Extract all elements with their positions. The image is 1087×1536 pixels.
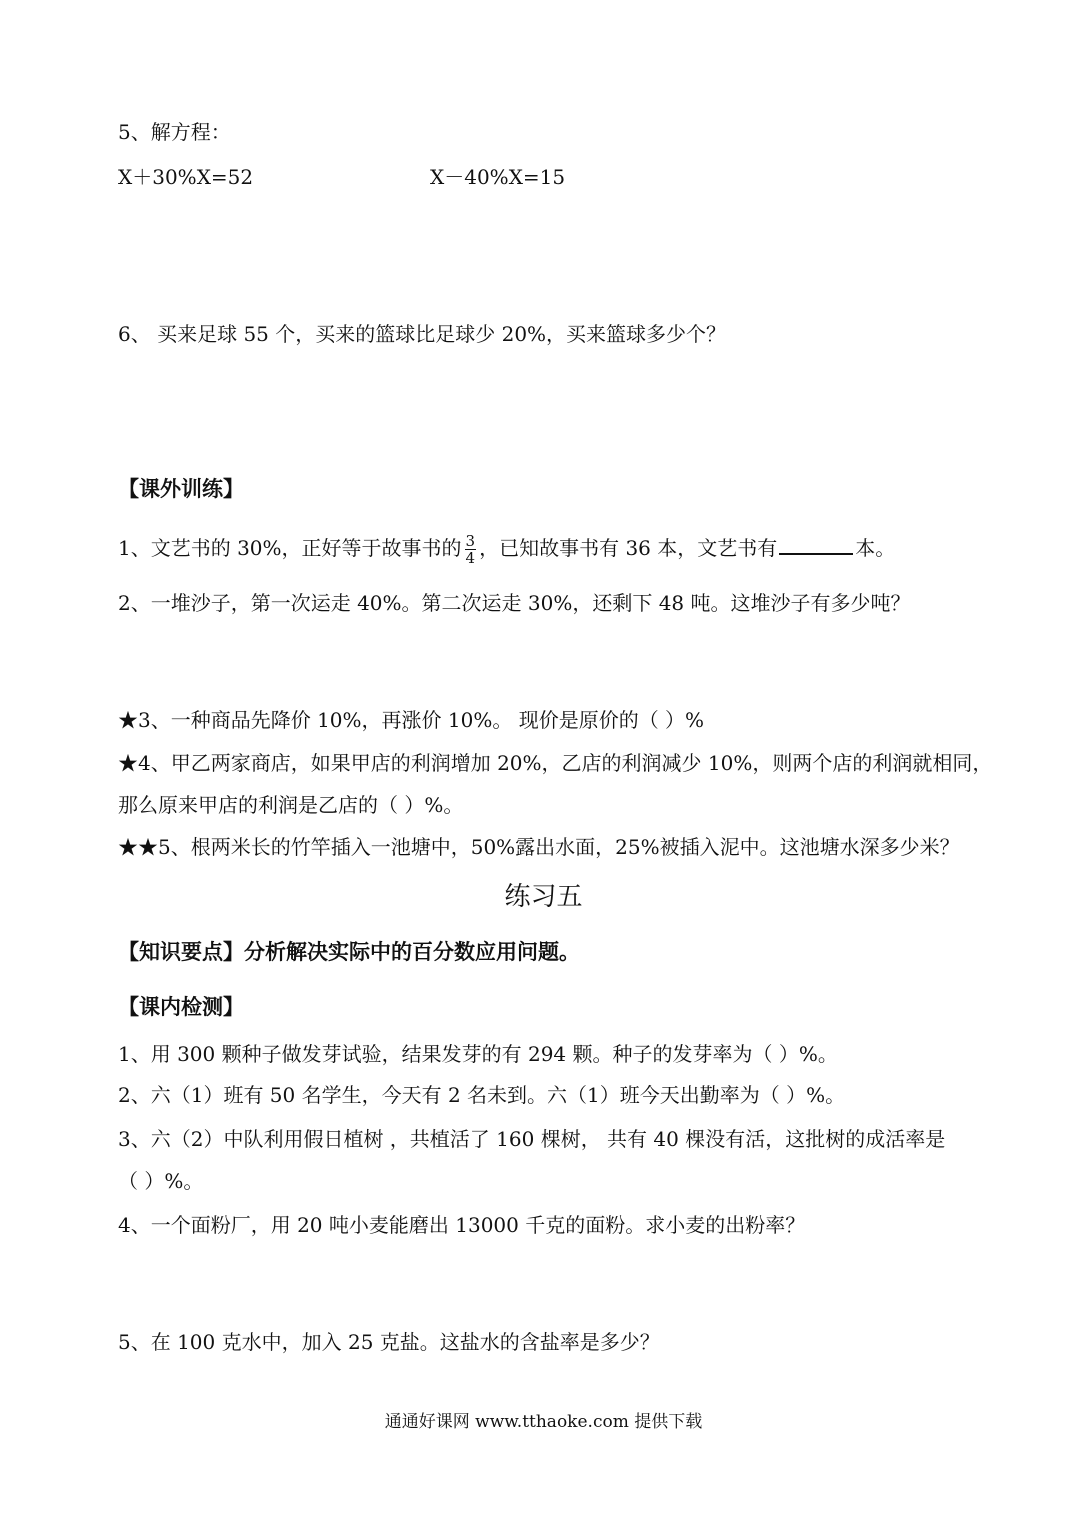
extra-q1-text-mid: ，已知故事书有 36 本，文艺书有 — [479, 536, 778, 560]
fraction-numerator: 3 — [465, 532, 476, 550]
knowledge-points-text: 分析解决实际中的百分数应用问题。 — [244, 940, 580, 964]
page-footer: 通通好课网 www.tthaoke.com 提供下载 — [384, 1412, 703, 1432]
section-heading-in-class-test: 【课内检测】 — [118, 995, 244, 1019]
fraction-denominator: 4 — [465, 549, 476, 567]
question-5-solve-equations: 5、解方程： — [118, 120, 231, 144]
equation-1: X＋30%X=52 — [118, 165, 254, 189]
fraction-three-quarters — [465, 533, 477, 566]
in-class-question-4: 4、一个面粉厂，用 20 吨小麦能磨出 13000 千克的面粉。求小麦的出粉率？ — [118, 1213, 806, 1237]
extra-question-4-line-2: 那么原来甲店的利润是乙店的（ ）%。 — [118, 793, 464, 817]
extra-q1-text-before: 1、文艺书的 30%，正好等于故事书的 — [118, 536, 462, 560]
knowledge-points-label: 【知识要点】 — [118, 940, 244, 964]
knowledge-points — [118, 938, 580, 966]
in-class-question-5: 5、在 100 克水中，加入 25 克盐。这盐水的含盐率是多少？ — [118, 1330, 660, 1354]
equation-2: X－40%X=15 — [430, 165, 566, 189]
question-6: 6、 买来足球 55 个，买来的篮球比足球少 20%，买来篮球多少个？ — [118, 322, 727, 346]
extra-question-2: 2、一堆沙子，第一次运走 40%。第二次运走 30%，还剩下 48 吨。这堆沙子有多少吨？ — [118, 591, 911, 615]
in-class-question-1: 1、用 300 颗种子做发芽试验，结果发芽的有 294 颗。种子的发芽率为（ ）%。 — [118, 1042, 838, 1066]
extra-question-3: ★3、一种商品先降价 10%，再涨价 10%。 现价是原价的（ ）% — [118, 708, 705, 732]
section-heading-extra-training: 【课外训练】 — [118, 477, 244, 501]
extra-q1-text-after: 本。 — [855, 536, 896, 560]
in-class-question-3-line-1: 3、六（2）中队利用假日植树 ，共植活了 160 棵树， 共有 40 棵没有活，这批树的成活率是 — [118, 1127, 946, 1151]
extra-question-4-line-1: ★4、甲乙两家商店，如果甲店的利润增加 20%，乙店的利润减少 10%，则两个店的利润就相同， — [118, 751, 993, 775]
in-class-question-3-line-2: （ ）%。 — [118, 1169, 204, 1193]
exercise-title: 练习五 — [504, 882, 583, 912]
answer-blank — [779, 533, 853, 555]
extra-question-1 — [118, 533, 895, 566]
in-class-question-2: 2、六（1）班有 50 名学生，今天有 2 名未到。六（1）班今天出勤率为（ ）%。 — [118, 1083, 846, 1107]
extra-question-5: ★★5、根两米长的竹竿插入一池塘中，50%露出水面，25%被插入泥中。这池塘水深多少米？ — [118, 835, 960, 859]
